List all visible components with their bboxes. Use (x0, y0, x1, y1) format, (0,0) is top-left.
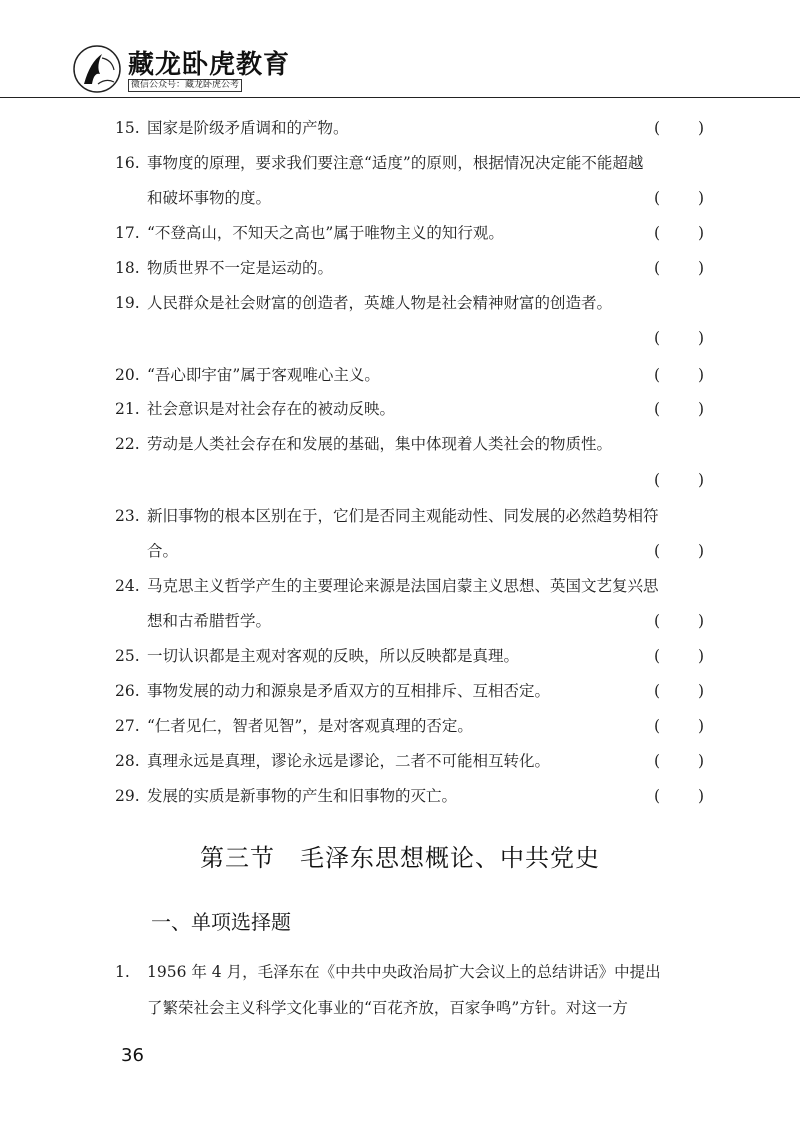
question-text: 真理永远是真理，谬论永远是谬论，二者不可能相互转化。 (147, 752, 551, 770)
question-number: 26. (115, 682, 140, 700)
question-number: 28. (115, 752, 140, 770)
question-text: “仁者见仁，智者见智”，是对客观真理的否定。 (147, 717, 473, 735)
question-text: 事物发展的动力和源泉是矛盾双方的互相排斥、互相否定。 (147, 682, 551, 700)
question-number: 23. (115, 507, 140, 525)
question-text: 劳动是人类社会存在和发展的基础，集中体现着人类社会的物质性。 (147, 435, 613, 453)
question-number: 19. (115, 294, 140, 312)
question-number: 29. (115, 787, 140, 805)
brand-name: 藏龙卧虎教育 (128, 50, 291, 80)
question-text: 1956 年 4 月，毛泽东在《中共中央政治局扩大会议上的总结讲话》中提出 (147, 963, 661, 981)
section-title: 第三节 毛泽东思想概论、中共党史 (200, 844, 600, 872)
question-text: 新旧事物的根本区别在于，它们是否同主观能动性、同发展的必然趋势相符 (147, 507, 659, 525)
question-number: 25. (115, 647, 140, 665)
page-header (0, 0, 800, 100)
question-text-continued: 和破坏事物的度。 (147, 189, 272, 207)
question-text: 国家是阶级矛盾调和的产物。 (147, 119, 349, 137)
question-number: 20. (115, 366, 140, 384)
question-number: 16. (115, 154, 140, 172)
question-text-continued: 想和古希腊哲学。 (147, 612, 272, 630)
brand-subtitle: 微信公众号：藏龙卧虎公考 (128, 79, 242, 92)
subsection-title: 一、单项选择题 (151, 910, 291, 934)
question-text: “吾心即宇宙”属于客观唯心主义。 (147, 366, 380, 384)
question-text: 一切认识都是主观对客观的反映，所以反映都是真理。 (147, 647, 520, 665)
header-divider (0, 97, 800, 98)
question-text: 事物度的原理，要求我们要注意“适度”的原则，根据情况决定能不能超越 (147, 154, 644, 172)
question-text: 发展的实质是新事物的产生和旧事物的灭亡。 (147, 787, 458, 805)
question-number: 18. (115, 259, 140, 277)
question-number: 21. (115, 400, 140, 418)
question-text-continued: 合。 (147, 542, 179, 560)
page-number: 36 (121, 1045, 144, 1066)
question-number: 15. (115, 119, 140, 137)
question-text: 物质世界不一定是运动的。 (147, 259, 334, 277)
question-number: 24. (115, 577, 140, 595)
question-text: “不登高山，不知天之高也”属于唯物主义的知行观。 (147, 224, 504, 242)
question-text-continued: 了繁荣社会主义科学文化事业的“百花齐放，百家争鸣”方针。对这一方 (147, 999, 628, 1017)
question-number: 1. (115, 963, 130, 981)
question-number: 17. (115, 224, 140, 242)
question-text: 马克思主义哲学产生的主要理论来源是法国启蒙主义思想、英国文艺复兴思 (147, 577, 659, 595)
question-text: 社会意识是对社会存在的被动反映。 (147, 400, 396, 418)
question-number: 22. (115, 435, 140, 453)
question-number: 27. (115, 717, 140, 735)
dragon-tiger-logo-icon (72, 44, 122, 94)
question-text: 人民群众是社会财富的创造者，英雄人物是社会精神财富的创造者。 (147, 294, 613, 312)
